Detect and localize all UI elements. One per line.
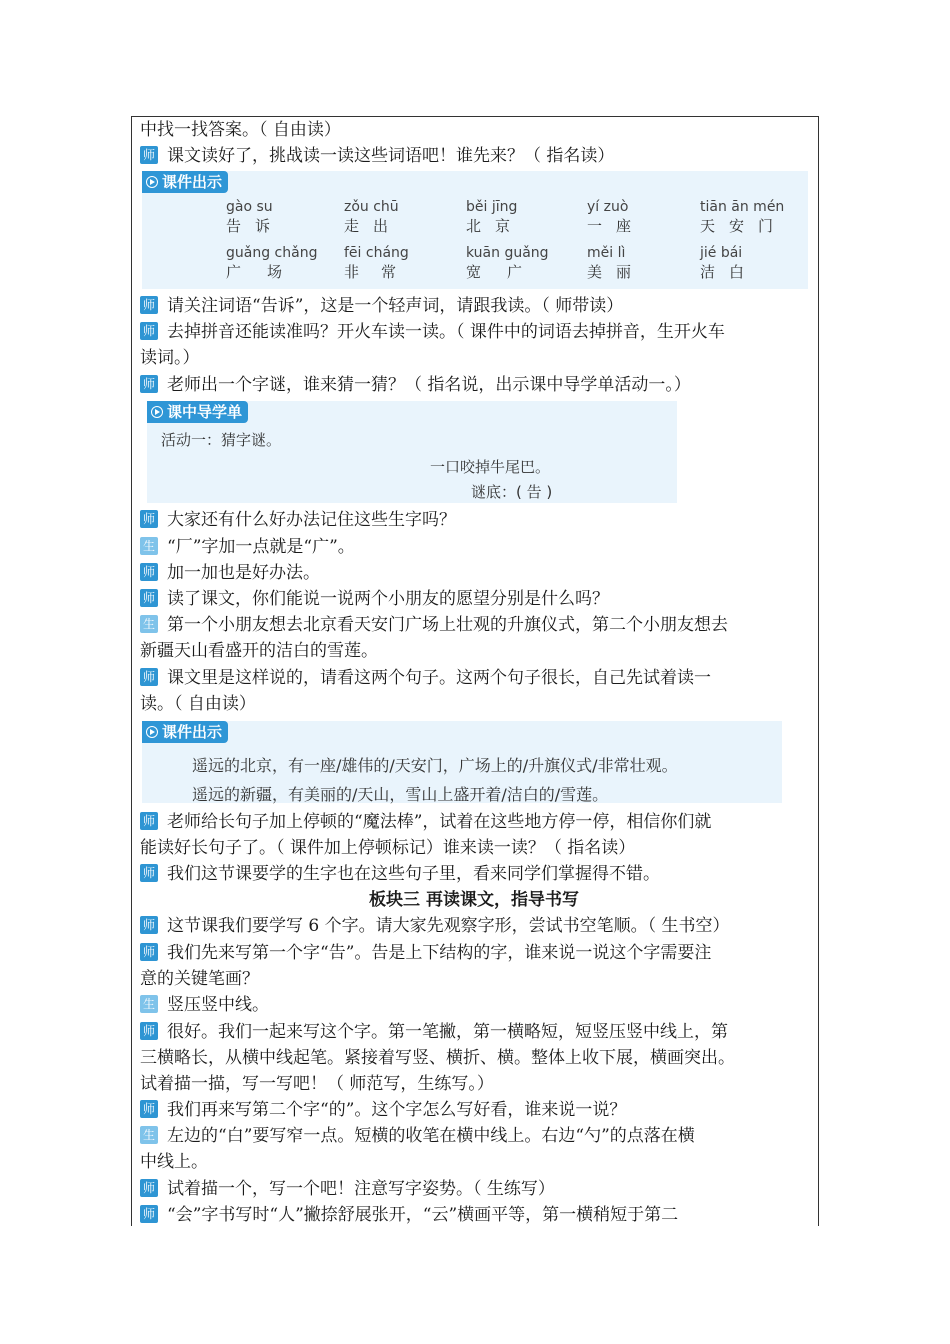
text-line: 能读好长句子了。（ 课件加上停顿标记）谁来读一读？（ 指名读）: [140, 838, 636, 858]
teacher-line: 师 很好。我们一起来写这个字。第一笔撇，第一横略短，短竖压竖中线上，第: [140, 1019, 808, 1045]
vocab-word: měi lì 美丽: [587, 245, 646, 281]
vocab-word: guǎng chǎng 广场: [226, 245, 318, 281]
teacher-line: 师 试着描一个，写一个吧！注意写字姿势。（ 生练写）: [140, 1176, 808, 1202]
vocab-word: tiān ān mén 天安门: [700, 199, 788, 235]
teacher-tag-icon: 师: [140, 146, 158, 164]
vocab-word: fēi cháng 非常: [344, 245, 419, 281]
student-tag-icon: 生: [140, 995, 158, 1013]
teacher-tag-icon: 师: [140, 1022, 158, 1040]
teacher-line: 师 这节课我们要学写 6 个字。请大家先观察字形，尝试书空笔顺。（ 生书空）: [140, 913, 808, 939]
courseware-label: 课件出示: [142, 721, 228, 743]
teacher-tag-icon: 师: [140, 589, 158, 607]
text-line: 新疆天山看盛开的洁白的雪莲。: [140, 641, 378, 661]
teacher-line: 师 我们再来写第二个字“的”。这个字怎么写好看，谁来说一说？: [140, 1097, 808, 1123]
play-icon: [146, 176, 158, 188]
student-line: 生 第一个小朋友想去北京看天安门广场上壮观的升旗仪式，第二个小朋友想去: [140, 612, 808, 638]
text-line: 中找一找答案。（ 自由读）: [140, 120, 341, 140]
teacher-line: 师 读了课文，你们能说一说两个小朋友的愿望分别是什么吗？: [140, 586, 808, 612]
teacher-line: 师 去掉拼音还能读准吗？开火车读一读。（ 课件中的词语去掉拼音，生开火车: [140, 319, 808, 345]
guide-riddle: 一口咬掉牛尾巴。: [430, 458, 551, 476]
teacher-tag-icon: 师: [140, 510, 158, 528]
text-line: 中线上。: [140, 1152, 208, 1172]
student-tag-icon: 生: [140, 615, 158, 633]
teacher-tag-icon: 师: [140, 1179, 158, 1197]
student-tag-icon: 生: [140, 1126, 158, 1144]
guide-answer: 谜底：( 告 ): [471, 483, 553, 501]
student-tag-icon: 生: [140, 537, 158, 555]
vocab-word: yí zuò 一座: [587, 199, 646, 235]
vocab-word: gào su 告诉: [226, 199, 285, 235]
teacher-line: 师 课文读好了，挑战读一读这些词语吧！谁先来？（ 指名读）: [140, 143, 808, 169]
guide-sheet-box: [147, 401, 677, 503]
text-line: 读。（ 自由读）: [140, 694, 256, 714]
teacher-line: 师 老师给长句子加上停顿的“魔法棒”，试着在这些地方停一停，相信你们就: [140, 809, 808, 835]
teacher-line: 师 加一加也是好办法。: [140, 560, 808, 586]
vocab-word: kuān guǎng 宽广: [466, 245, 549, 281]
student-line: 生 左边的“白”要写窄一点。短横的收笔在横中线上。右边“勺”的点落在横: [140, 1123, 808, 1149]
teacher-tag-icon: 师: [140, 1205, 158, 1223]
teacher-line: 师 “会”字书写时“人”撇捺舒展张开，“云”横画平等，第一横稍短于第二: [140, 1202, 808, 1226]
student-line: 生 竖压竖中线。: [140, 992, 808, 1018]
courseware-label: 课件出示: [142, 171, 228, 193]
lesson-table-cell: [131, 116, 819, 1226]
courseware-vocabulary-box: [142, 171, 808, 289]
text-line: 三横略长，从横中线起笔。紧接着写竖、横折、横。整体上收下展，横画突出。: [140, 1048, 735, 1068]
vocab-word: zǒu chū 走出: [344, 199, 403, 235]
vocab-word: běi jīng 北京: [466, 199, 525, 235]
teacher-tag-icon: 师: [140, 812, 158, 830]
student-line: 生 “厂”字加一点就是“广”。: [140, 534, 808, 560]
play-icon: [146, 726, 158, 738]
teacher-tag-icon: 师: [140, 864, 158, 882]
text-line: 读词。）: [140, 348, 200, 368]
teacher-tag-icon: 师: [140, 668, 158, 686]
teacher-line: 师 课文里是这样说的，请看这两个句子。这两个句子很长，自己先试着读一: [140, 665, 808, 691]
teacher-tag-icon: 师: [140, 322, 158, 340]
teacher-line: 师 老师出一个字谜，谁来猜一猜？（ 指名说，出示课中导学单活动一。）: [140, 372, 808, 398]
teacher-line: 师 请关注词语“告诉”，这是一个轻声词，请跟我读。（ 师带读）: [140, 293, 808, 319]
teacher-tag-icon: 师: [140, 1100, 158, 1118]
sentence-1: 遥远的北京，有一座/雄伟的/天安门，广场上的/升旗仪式/非常壮观。: [192, 756, 678, 775]
teacher-line: 师 我们这节课要学的生字也在这些句子里，看来同学们掌握得不错。: [140, 861, 808, 887]
guide-sheet-label: 课中导学单: [147, 401, 248, 423]
courseware-sentences-box: [142, 721, 782, 803]
teacher-tag-icon: 师: [140, 916, 158, 934]
teacher-tag-icon: 师: [140, 375, 158, 393]
teacher-tag-icon: 师: [140, 943, 158, 961]
teacher-tag-icon: 师: [140, 563, 158, 581]
teacher-line: 师 我们先来写第一个字“告”。告是上下结构的字，谁来说一说这个字需要注: [140, 940, 808, 966]
sentence-2: 遥远的新疆，有美丽的/天山，雪山上盛开着/洁白的/雪莲。: [192, 785, 609, 804]
vocab-word: jié bái 洁白: [700, 245, 759, 281]
guide-activity: 活动一：猜字谜。: [161, 431, 282, 449]
play-icon: [151, 406, 163, 418]
section-heading: 板块三 再读课文，指导书写: [369, 890, 579, 910]
text-line: 意的关键笔画？: [140, 969, 259, 989]
teacher-line: 师 大家还有什么好办法记住这些生字吗？: [140, 507, 808, 533]
teacher-tag-icon: 师: [140, 296, 158, 314]
text-line: 试着描一描，写一写吧！（ 师范写，生练写。）: [140, 1074, 494, 1094]
